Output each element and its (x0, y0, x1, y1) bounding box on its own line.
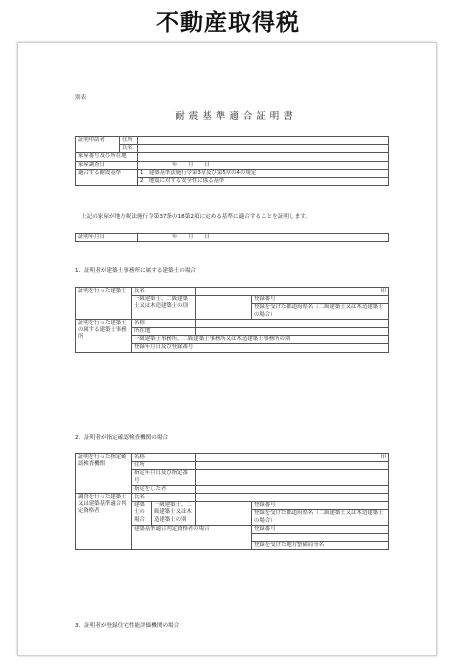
architect-label: 証明を行った建築士 (76, 288, 132, 320)
inspector-label: 調査を行った建築士又は建築基準適合判定資格者 (76, 494, 132, 550)
architect-name-label: 氏名 (132, 288, 196, 296)
house-location-value (138, 153, 389, 161)
applicant-label: 証明申請者 (76, 137, 120, 153)
office-name-label: 名称 (132, 319, 196, 327)
agency-seal-mark: 印 (196, 454, 389, 462)
agency-name-label: 名称 (132, 454, 196, 462)
office-reg-label: 登録年月日及び登録番号 (132, 344, 389, 352)
office-label: 証明を行った建築士の属する建築士事務所 (76, 319, 132, 352)
agency-location-value (196, 462, 389, 470)
inspector-name-label: 氏名 (132, 494, 196, 502)
arch-reg-no-label: 登録番号 (252, 502, 389, 510)
cert-date-label: 証明年月日 (76, 234, 138, 242)
criteria-2: 2 地震に対する安全性に係る基準 (138, 178, 389, 186)
section-2-heading: 2．証明者が指定確認検査機関の場合 (75, 435, 169, 441)
arch-class-label: 一級建築士、二級建築士又は木造建築士の別 (152, 502, 196, 526)
certificate-document (17, 42, 437, 656)
cert-date-value: 年 月 日 (138, 234, 389, 242)
page-title: 不動産取得税 (156, 10, 300, 36)
section-1-heading: 1．証明者が建築士事務所に属する建築士の場合 (75, 268, 197, 274)
inspector-name-value (196, 494, 389, 502)
address-label: 住所 (120, 137, 138, 145)
criteria-label: 適合する耐震基準 (76, 169, 138, 185)
office-class-label: 一級建築士事務所、二級建築士事務所又は木造建築士事務所の別 (132, 336, 389, 344)
applicant-table (75, 136, 389, 186)
designator-value (196, 485, 389, 493)
arch-class-value (196, 502, 252, 526)
address-value (138, 137, 389, 145)
judge-reg-no-value (252, 534, 389, 542)
criteria-1: 1 建築基準法施行令第3章及び第5章の4の規定 (138, 169, 389, 177)
appendix-label: 別表 (75, 95, 87, 101)
agency-table (75, 453, 389, 550)
section-3-heading: 3．証明者が登録住宅性能評価機関の場合 (75, 623, 180, 629)
reg-pref-label: 登録を受けた都道府県名（二級建築士又は木造建築士の場合） (252, 304, 389, 319)
certificate-title: 耐震基準適合証明書 (175, 111, 297, 122)
architect-class-value (196, 296, 252, 320)
office-name-value (196, 319, 389, 327)
office-location-label: 所在地 (132, 328, 196, 336)
agency-location-label: 住所 (132, 462, 196, 470)
designator-label: 指定をした者 (132, 485, 196, 493)
agency-label: 証明を行った指定確認検査機関 (76, 454, 132, 494)
name-value (138, 145, 389, 153)
architect-table (75, 287, 389, 353)
judge-case-label: 建築基準適合判定資格者の場合 (132, 525, 252, 550)
survey-date-value: 年 月 日 (138, 161, 389, 169)
judge-reg-no-label: 登録番号 (252, 525, 389, 533)
reg-no-label: 登録番号 (252, 296, 389, 304)
office-location-value (196, 328, 389, 336)
designated-date-label: 指定年月日及び指定番号 (132, 470, 196, 485)
judge-bureau-label: 登録を受けた地方整備局等名 (252, 542, 389, 550)
arch-reg-pref-label: 登録を受けた都道府県名（二級建築士又は木造建築士の場合） (252, 510, 389, 525)
designated-date-value (196, 470, 389, 485)
arch-case-label: 建築士の場合 (132, 502, 152, 526)
name-label: 氏名 (120, 145, 138, 153)
seal-mark: 印 (196, 288, 389, 296)
architect-class-label: 一級建築士、二級建築士又は木造建築士の別 (132, 296, 196, 320)
survey-date-label: 家屋調査日 (76, 161, 138, 169)
certification-statement: 上記の家屋が地方税法施行令第37条の18第2項に定める基準に適合することを証明します。 (81, 214, 311, 220)
certification-date-table (75, 233, 389, 242)
house-location-label: 家屋番号及び所在地 (76, 153, 138, 161)
